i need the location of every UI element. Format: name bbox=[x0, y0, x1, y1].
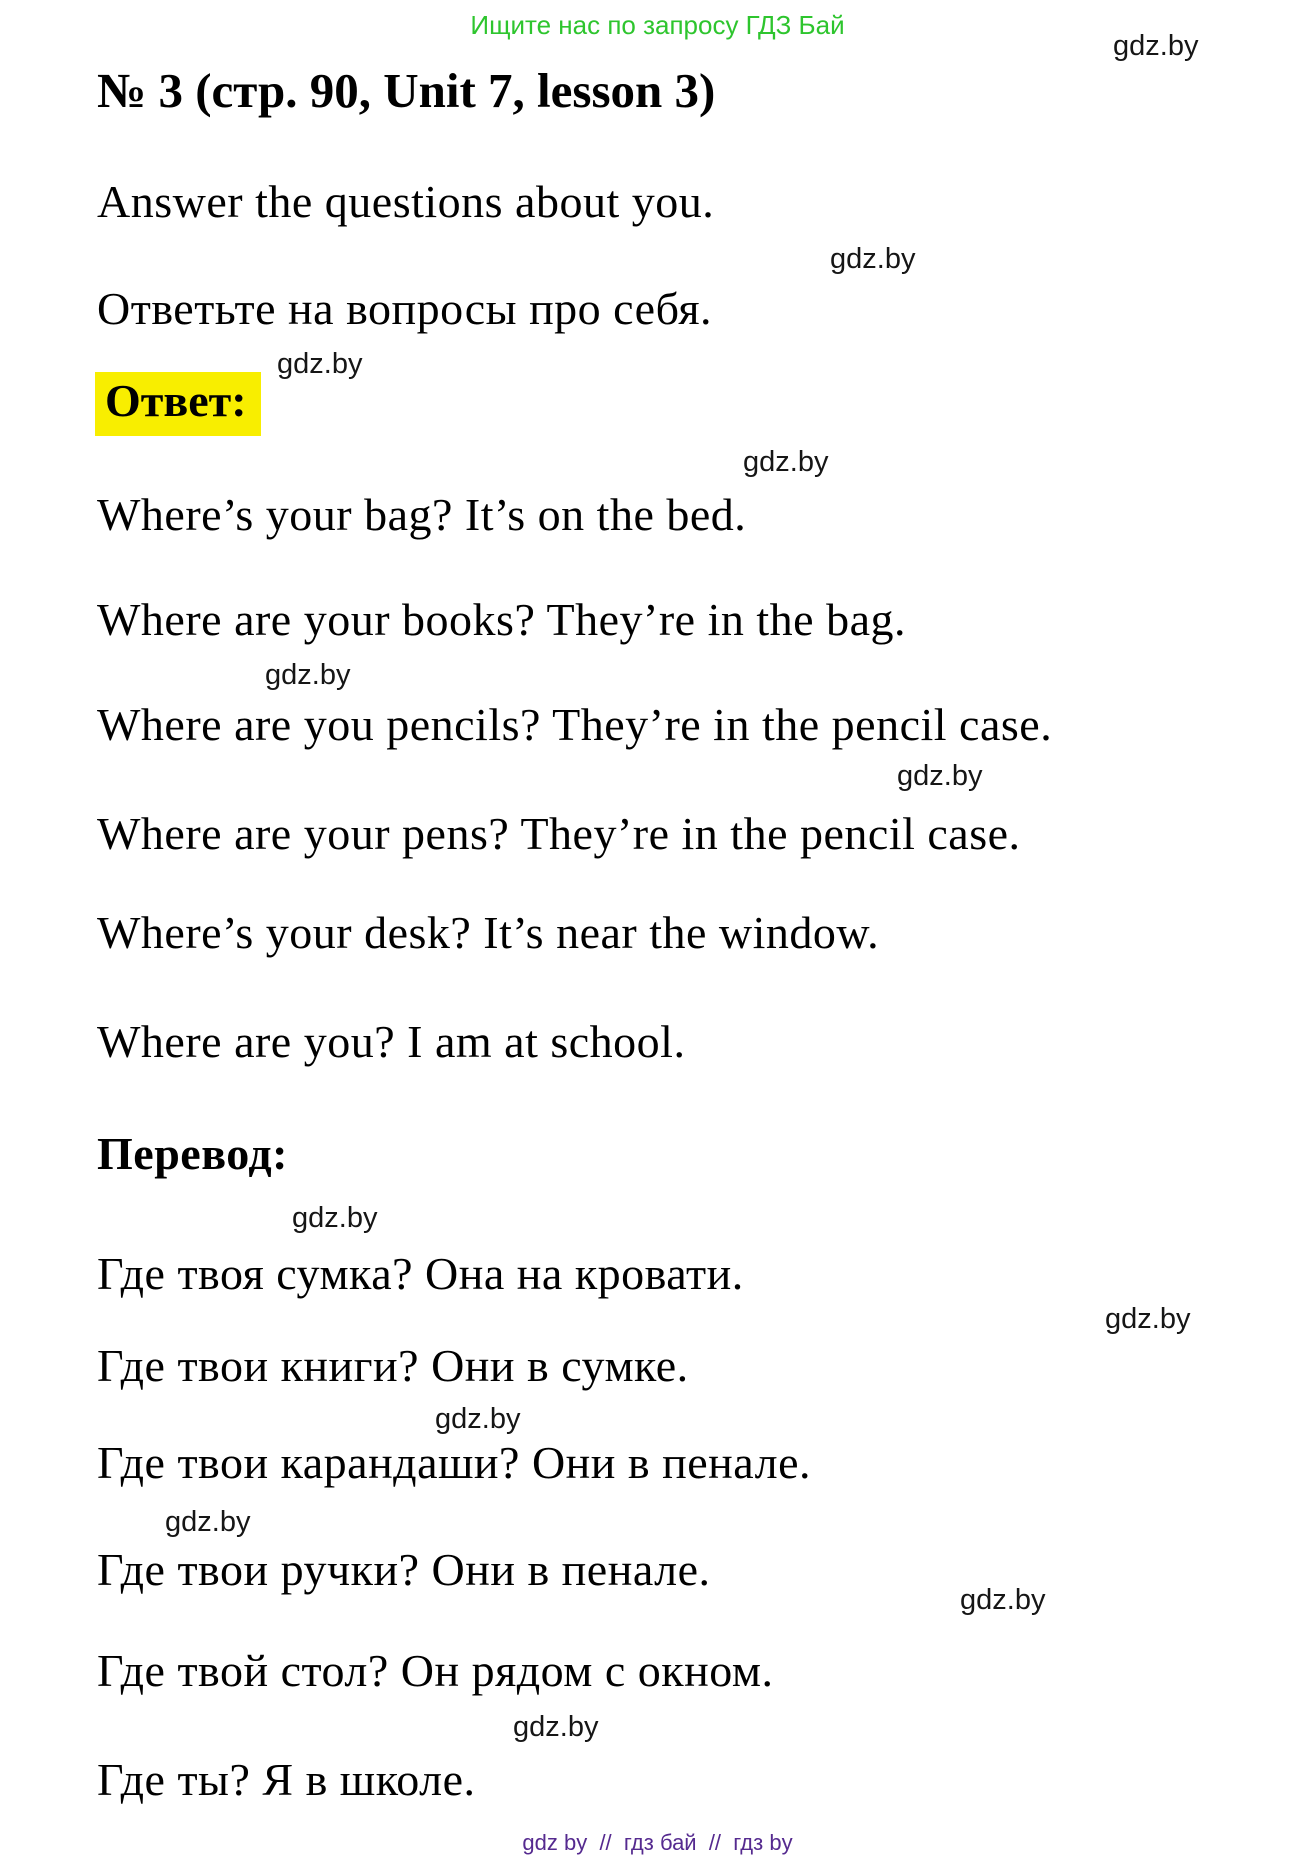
translation-line: Где твои карандаши? Они в пенале. bbox=[97, 1437, 811, 1488]
translation-line: Где ты? Я в школе. bbox=[97, 1754, 476, 1805]
site-watermark: gdz.by bbox=[1105, 1303, 1191, 1335]
answer-line: Where are you? I am at school. bbox=[97, 1016, 686, 1067]
exercise-title: № 3 (стр. 90, Unit 7, lesson 3) bbox=[97, 63, 716, 118]
promo-banner: Ищите нас по запросу ГДЗ Бай bbox=[470, 10, 845, 40]
translation-line: Где твой стол? Он рядом с окном. bbox=[97, 1645, 774, 1696]
site-watermark: gdz.by bbox=[435, 1403, 521, 1435]
answer-line: Where’s your bag? It’s on the bed. bbox=[97, 489, 747, 540]
translation-line: Где твои книги? Они в сумке. bbox=[97, 1340, 689, 1391]
footer-tags: gdz by // гдз бай // гдз by bbox=[522, 1830, 793, 1855]
answer-label: Ответ: bbox=[105, 375, 247, 426]
site-watermark: gdz.by bbox=[513, 1711, 599, 1743]
answer-line: Where are your books? They’re in the bag. bbox=[97, 594, 906, 645]
translation-line: Где твои ручки? Они в пенале. bbox=[97, 1544, 711, 1595]
site-watermark: gdz.by bbox=[830, 243, 916, 275]
answer-line: Where’s your desk? It’s near the window. bbox=[97, 907, 880, 958]
answer-line: Where are your pens? They’re in the pencil case. bbox=[97, 808, 1021, 859]
site-watermark: gdz.by bbox=[292, 1202, 378, 1234]
site-watermark: gdz.by bbox=[277, 348, 363, 380]
site-watermark: gdz.by bbox=[265, 659, 351, 691]
translation-label: Перевод: bbox=[97, 1128, 288, 1179]
task-text-russian: Ответьте на вопросы про себя. bbox=[97, 283, 712, 334]
site-watermark: gdz.by bbox=[1113, 30, 1199, 62]
translation-line: Где твоя сумка? Она на кровати. bbox=[97, 1248, 744, 1299]
site-watermark: gdz.by bbox=[743, 446, 829, 478]
site-watermark: gdz.by bbox=[897, 760, 983, 792]
site-watermark: gdz.by bbox=[960, 1584, 1046, 1616]
site-watermark: gdz.by bbox=[165, 1506, 251, 1538]
answer-line: Where are you pencils? They’re in the pencil case. bbox=[97, 699, 1053, 750]
answer-label-highlight bbox=[95, 372, 261, 436]
task-text-english: Answer the questions about you. bbox=[97, 176, 715, 227]
